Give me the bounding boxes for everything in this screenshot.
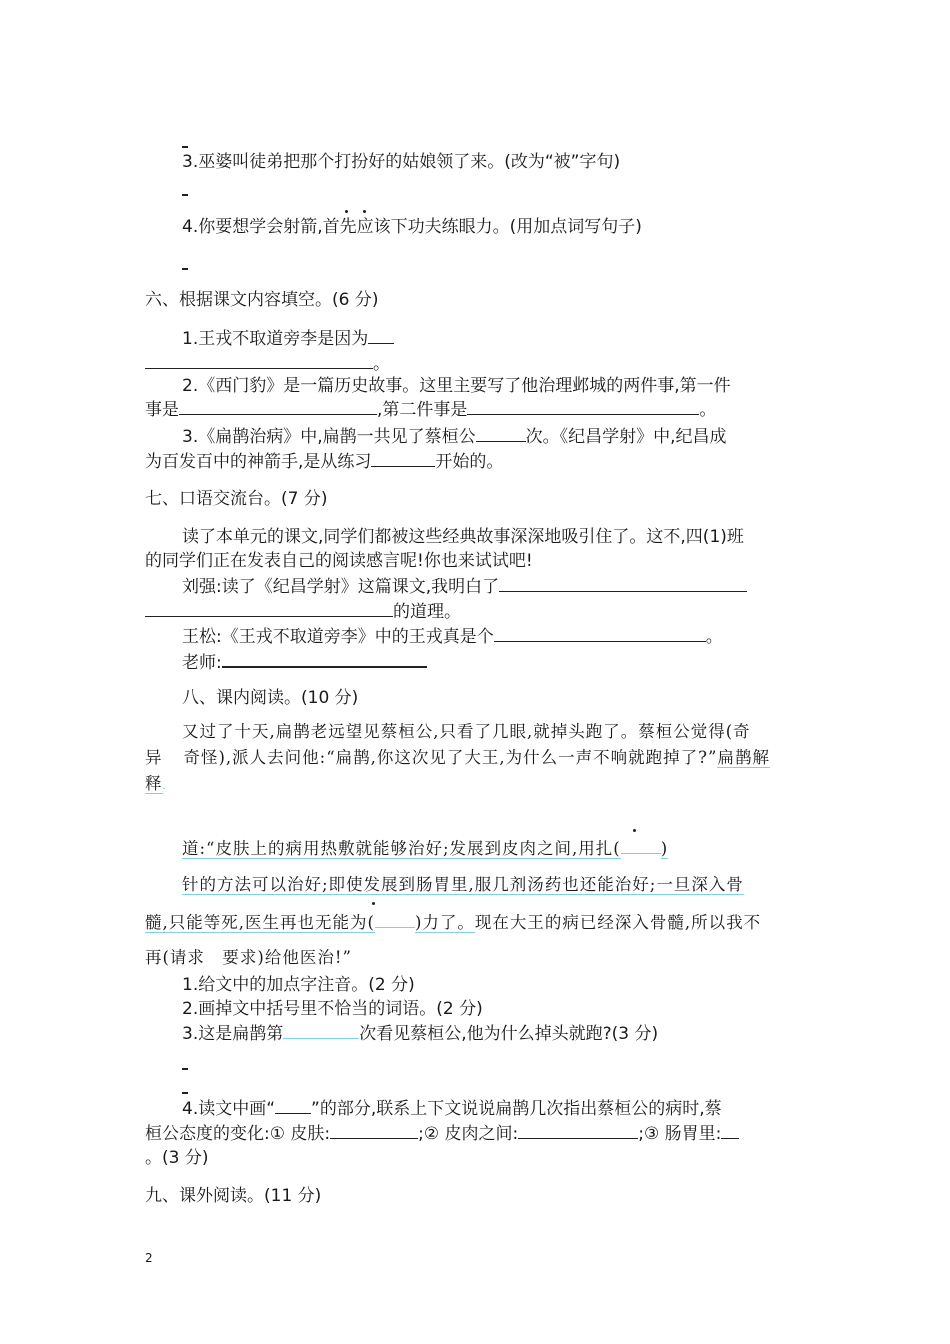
blank[interactable] xyxy=(518,1122,638,1139)
reading-text-line7: 再(请求 要求)给他医治!” xyxy=(145,948,352,967)
section-7-paragraph-line2: 的同学们正在发表自己的阅读感言呢!你也来试试吧! xyxy=(145,551,533,571)
reading-text-line4: 道:“皮肤上的病用热敷就能够治好;发展到皮肉之间,用扎( ) xyxy=(182,839,669,858)
question-8-2: 2.画掉文中括号里不恰当的词语。(2 分) xyxy=(182,999,483,1019)
pinyin-blank[interactable] xyxy=(375,911,415,928)
underline-sample xyxy=(275,1097,311,1114)
blank[interactable] xyxy=(371,450,435,467)
reading-text-line2: 异 奇怪),派人去问他:“扁鹊,你这次见了大王,为什么一声不响就跑掉了?”扁鹊解 xyxy=(145,748,770,767)
blank[interactable] xyxy=(494,625,706,642)
reading-text-line3: 释 xyxy=(145,770,165,796)
answer-line-mark xyxy=(182,1068,188,1070)
blank[interactable] xyxy=(368,327,394,344)
blank[interactable] xyxy=(499,575,747,592)
question-6-2-line1: 2.《西门豹》是一篇历史故事。这里主要写了他治理邺城的两件事,第一件 xyxy=(182,376,731,396)
question-5-3: 3.巫婆叫徒弟把那个打扮好的姑娘领了来。(改为“被”字句) xyxy=(182,152,621,172)
question-6-1-line2: 。 xyxy=(145,352,390,376)
liu-qiang-line: 刘强:读了《纪昌学射》这篇课文,我明白了 xyxy=(182,575,747,599)
question-8-3: 3.这是扁鹊第 次看见蔡桓公,他为什么掉头就跑?(3 分) xyxy=(182,1024,659,1044)
question-8-1: 1.给文中的加点字注音。(2 分) xyxy=(182,975,415,995)
reading-text-line6: 髓,只能等死,医生再也无能为( )力了。现在大王的病已经深入骨髓,所以我不 xyxy=(145,913,762,932)
reading-text-line1: 又过了十天,扁鹊老远望见蔡桓公,只看了几眼,就掉头跑了。蔡桓公觉得(奇 xyxy=(182,722,751,741)
answer-line-mark xyxy=(182,146,188,148)
emphasis-dot xyxy=(372,902,375,905)
reading-text-line5: 针的方法可以治好;即使发展到肠胃里,服几剂汤药也还能治好;一旦深入骨 xyxy=(182,875,744,894)
emphasis-dot xyxy=(363,210,366,213)
answer-line-mark xyxy=(182,194,188,196)
section-6-heading: 六、根据课文内容填空。(6 分) xyxy=(145,290,379,310)
section-7-heading: 七、口语交流台。(7 分) xyxy=(145,489,328,509)
blank[interactable] xyxy=(145,352,373,369)
blank[interactable] xyxy=(330,1122,418,1139)
question-6-2-line2: 事是 ,第二件事是 。 xyxy=(145,400,717,420)
blank[interactable] xyxy=(467,398,699,415)
question-8-4-line3: 。(3 分) xyxy=(145,1148,209,1168)
wang-song-line: 王松:《王戎不取道旁李》中的王戎真是个 。 xyxy=(182,627,723,647)
blank[interactable] xyxy=(179,398,377,415)
blank[interactable] xyxy=(145,600,393,617)
blank[interactable] xyxy=(222,650,427,668)
emphasis-dot xyxy=(633,829,636,832)
section-9-heading: 九、课外阅读。(11 分) xyxy=(145,1186,322,1206)
question-6-1: 1.王戎不取道旁李是因为 xyxy=(182,327,394,351)
page-number: 2 xyxy=(145,1251,153,1265)
blank[interactable] xyxy=(721,1122,739,1139)
teacher-line: 老师: xyxy=(182,650,427,675)
question-5-4: 4.你要想学会射箭,首先应该下功夫练眼力。(用加点词写句子) xyxy=(182,217,642,237)
question-6-3-line2: 为百发百中的神箭手,是从练习 开始的。 xyxy=(145,452,504,472)
answer-line-mark xyxy=(182,1092,188,1094)
section-7-paragraph-line1: 读了本单元的课文,同学们都被这些经典故事深深地吸引住了。这不,四(1)班 xyxy=(182,527,744,547)
blank[interactable] xyxy=(476,425,526,442)
pinyin-blank[interactable] xyxy=(621,837,661,854)
question-6-3-line1: 3.《扁鹊治病》中,扁鹊一共见了蔡桓公 次。《纪昌学射》中,纪昌成 xyxy=(182,427,727,447)
answer-line-mark xyxy=(182,268,188,270)
question-8-4-line2: 桓公态度的变化:① 皮肤: ;② 皮肉之间: ;③ 肠胃里: xyxy=(145,1122,739,1146)
section-8-heading: 八、课内阅读。(10 分) xyxy=(182,688,359,708)
blank[interactable] xyxy=(283,1022,359,1039)
liu-qiang-line2: 的道理。 xyxy=(145,600,461,624)
emphasis-dot xyxy=(345,210,348,213)
question-8-4-line1: 4.读文中画“ ”的部分,联系上下文说说扁鹊几次指出蔡桓公的病时,蔡 xyxy=(182,1099,722,1119)
